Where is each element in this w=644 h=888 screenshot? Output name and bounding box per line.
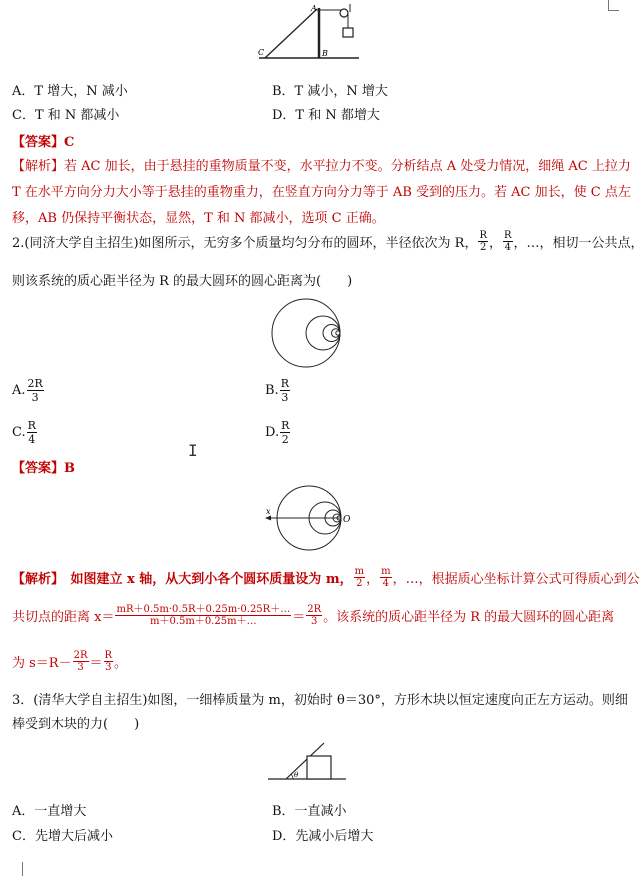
q3-option-c[interactable]: C．先增大后减小 [12,829,113,844]
l3-equals: ＝ [89,656,103,671]
q2-analysis-pre: 【解析】 如图建立 x 轴，从大到小各个圆环质量设为 m， [12,572,353,587]
l3-frac-1 [73,650,89,673]
comma: ， [366,572,380,587]
formula-result [306,604,322,627]
frac-num: 2R [307,604,322,615]
theta-label: θ [294,771,299,779]
frac-den: 2 [281,433,289,446]
q3-option-a[interactable]: A．一直增大 [12,804,87,819]
circle-r-sixteenth [336,331,340,335]
text-cursor-icon: I [188,441,198,460]
q2-answer: 【答案】B [12,461,75,476]
option-letter: C. [12,425,26,440]
q1-option-b[interactable]: B．T 减小，N 增大 [272,84,388,99]
page-corner-mark-bottom-left [12,862,23,876]
label-a: A [311,4,317,13]
frac-den: 3 [105,662,112,673]
option-letter: B. [265,383,279,398]
frac-den: 3 [31,391,39,404]
frac-num: R [281,419,290,432]
frac-num: R [27,419,36,432]
wooden-block [307,756,331,779]
frac-num: 2R [27,377,43,390]
frac-num: m [381,566,391,577]
label-b: B [322,49,328,58]
origin-label: O [343,515,351,525]
radius-frac-quarter [503,230,513,253]
frac-num: 2R [73,650,88,661]
q1-analysis-line-3: 移，AB 仍保持平衡状态，显然，T 和 N 都减小，选项 C 正确。 [12,211,385,226]
q2-option-c[interactable] [12,419,38,446]
q1-option-d[interactable]: D．T 和 N 都增大 [272,108,380,123]
frac-num: m [354,566,365,577]
option-letter: D. [265,425,280,440]
q3-rod-block-figure [266,740,348,784]
q1-option-a[interactable]: A．T 增大，N 减小 [12,84,128,99]
q1-support-figure [255,2,365,62]
formula-denominator: m＋0.5m＋0.25m＋… [150,616,257,627]
label-c: C [258,48,265,57]
q1-option-c[interactable]: C．T 和 N 都减小 [12,108,120,123]
angle-arc [291,774,293,779]
mass-frac-half [354,566,365,589]
q3-option-d[interactable]: D．先减小后增大 [272,829,374,844]
q2-circles-figure [270,296,344,370]
q2-stem-pre: 2.(同济大学自主招生)如图所示，无穷多个质量均匀分布的圆环，半径依次为 R， [12,236,478,251]
q3-stem-line-2: 棒受到木块的力( ) [12,717,140,732]
frac-den: 2 [480,242,487,253]
q3-option-b[interactable]: B．一直减小 [272,804,347,819]
q2-analysis-l2-post: 。该系统的质心距半径为 R 的最大圆环的圆心距离 [323,610,615,625]
q2-stem-line-2: 则该系统的质心距半径为 R 的最大圆环的圆心距离为( ) [12,274,353,289]
q2-stem-post: ，…，相切一公共点， [513,236,644,251]
x-axis-label: x [266,507,271,516]
q2-axis-figure [262,484,362,554]
frac-den: 3 [77,662,84,673]
equals: ＝ [292,610,306,625]
option-frac [27,377,44,404]
q2-analysis-line-2 [12,604,614,627]
q3-stem-line-1: 3．(清华大学自主招生)如图，一细棒质量为 m，初始时 θ＝30°，方形木块以恒定速度向正左方运动。则细 [12,693,628,708]
q2-stem-line-1 [12,230,644,253]
frac-num: R [504,230,512,241]
radius-frac-half [478,230,488,253]
q2-option-a[interactable] [12,377,45,404]
option-letter: A. [12,383,26,398]
q2-analysis-post: ，…，根据质心坐标计算公式可得质心到公 [392,572,640,587]
hanging-weight [343,28,353,37]
q2-analysis-line-3 [12,650,127,673]
frac-num: R [479,230,487,241]
q1-analysis-line-2: T 在水平方向分力大小等于悬挂的重物重力，在竖直方向分力等于 AB 受到的压力。若 AC 加长，使 C 点左 [12,185,631,200]
q2-option-d[interactable] [265,419,291,446]
pulley-icon [340,9,348,17]
rope-ac [265,9,317,58]
frac-num: R [104,650,113,661]
q2-analysis-line-1 [12,566,640,589]
mass-frac-quarter [380,566,391,589]
formula-numerator: mR＋0.5m·0.5R＋0.25m·0.25R＋… [116,604,291,615]
frac-den: 3 [281,391,289,404]
comma: ， [489,236,503,251]
q2-analysis-l3-pre: 为 s＝R－ [12,656,72,671]
q1-answer: 【答案】C [12,135,75,150]
option-frac [280,377,290,404]
frac-den: 4 [382,578,390,589]
q2-option-b[interactable] [265,377,291,404]
frac-den: 4 [504,242,511,253]
x-axis-arrow-icon [265,516,271,521]
center-of-mass-formula [115,604,291,627]
q1-analysis-line-1: 【解析】若 AC 加长，由于悬挂的重物质量不变，水平拉力不变。分析结点 A 处受力情况，细绳 AC 上拉力 [12,159,631,174]
l3-period: 。 [114,656,128,671]
option-frac [27,419,37,446]
frac-den: 2 [356,578,363,589]
frac-den: 3 [310,616,318,627]
l3-frac-2 [104,650,114,673]
option-frac [280,419,290,446]
page-corner-mark-top-right [608,0,619,11]
frac-num: R [280,377,289,390]
frac-den: 4 [28,433,36,446]
q2-analysis-l2-pre: 共切点的距离 x＝ [12,610,115,625]
